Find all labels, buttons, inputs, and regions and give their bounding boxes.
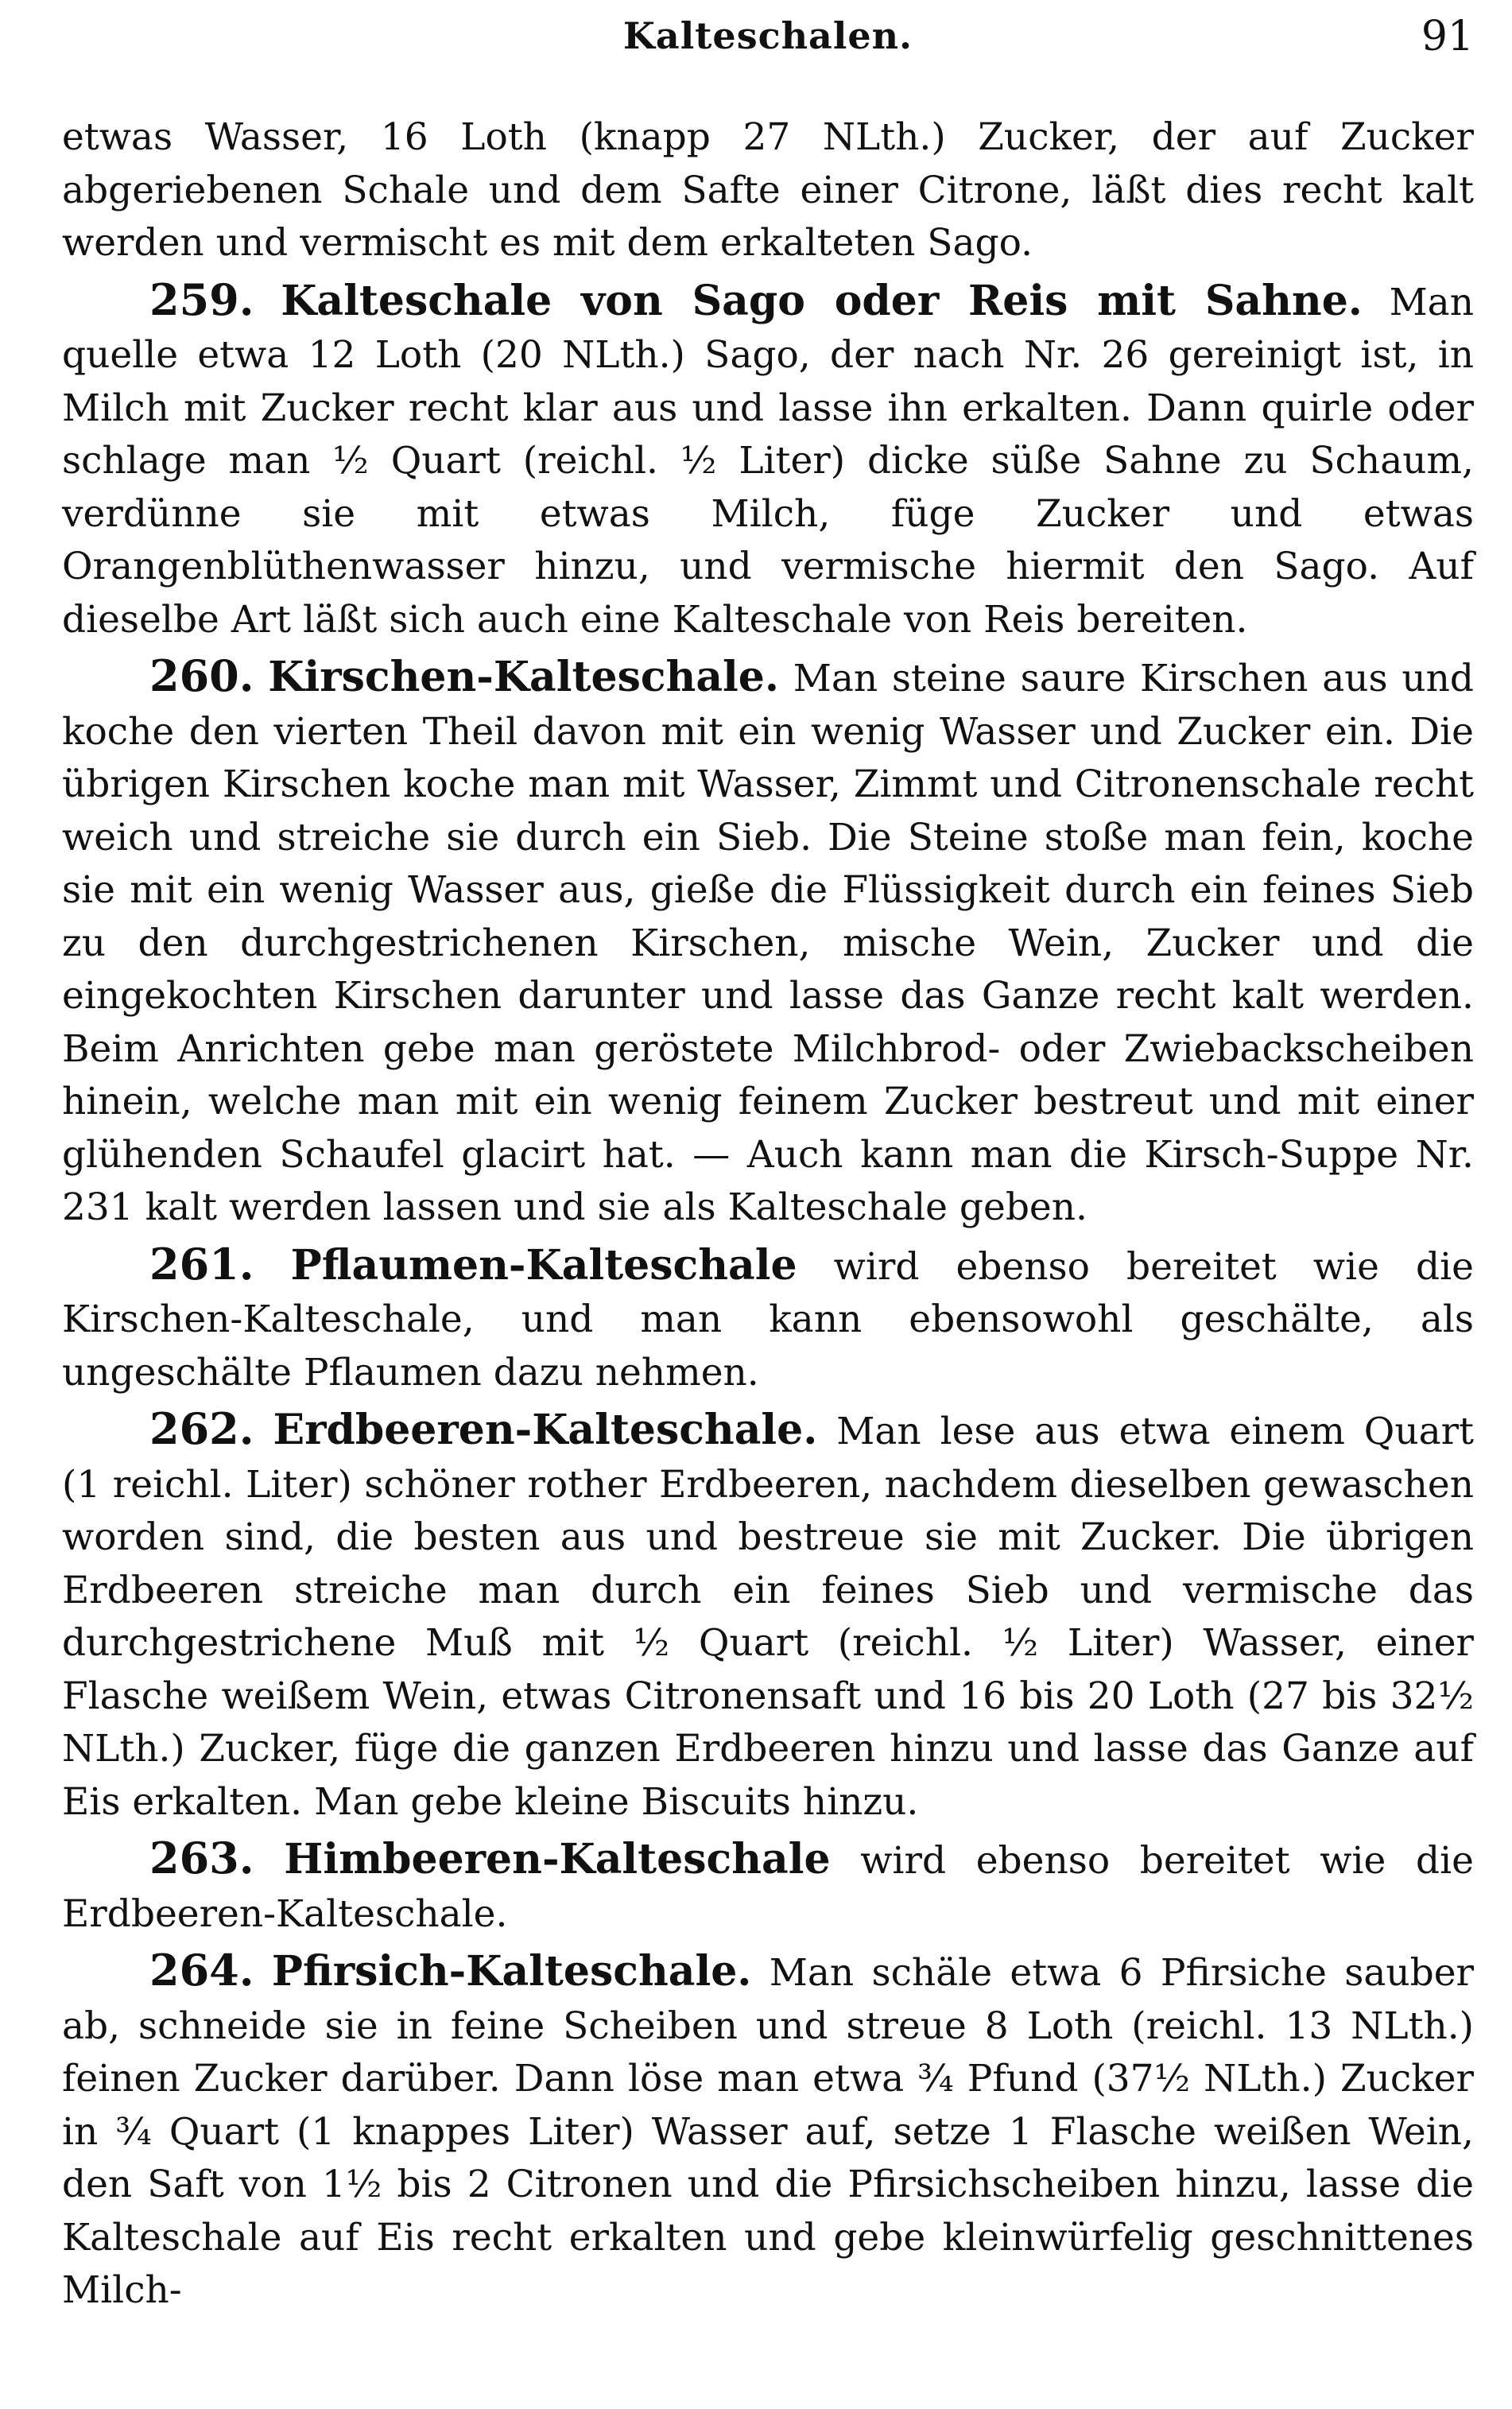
- recipe-number: 260.: [149, 650, 254, 701]
- recipe-title: Pfirsich-Kalteschale.: [271, 1947, 752, 1996]
- page-number: 91: [1421, 13, 1474, 60]
- recipe-entry-260: [62, 650, 1474, 1235]
- recipe-body: Man steine saure Kirschen aus und koche den vierten Theil davon mit ein wenig Wasser und Zucker ein. Die übrigen Kirschen koche man mit Wasser, Zimmt und Citronenschale recht weich und streiche sie durch ein Sieb. Die Steine stoße man fein, koche sie mit ein wenig Wasser aus, gieße die Flüssigkeit durch ein feines Sieb zu den durchgestrichenen Kirschen, mische Wein, Zucker und die eingekochten Kirschen darunter und lasse das Ganze recht kalt werden. Beim Anrichten gebe man geröstete Milchbrod- oder Zwiebackscheiben hinein, welche man mit ein wenig feinem Zucker bestreut und mit einer glühenden Schaufel glacirt hat. — Auch kann man die Kirsch-Suppe Nr. 231 kalt werden lassen und sie als Kalteschale geben.: [62, 657, 1474, 1229]
- recipe-entry-262: [62, 1402, 1474, 1829]
- recipe-entry-263: [62, 1832, 1474, 1941]
- recipe-body: Man quelle etwa 12 Loth (20 NLth.) Sago, der nach Nr. 26 gereinigt ist, in Milch mit Zucker recht klar aus und lasse ihn erkalten. Dann quirle oder schlage man ½ Quart (reichl. ½ Liter) dicke süße Sahne zu Schaum, verdünne sie mit etwas Milch, füge Zucker und etwas Orangenblüthenwasser hinzu, und vermische hiermit den Sago. Auf dieselbe Art läßt sich auch eine Kalteschale von Reis bereiten.: [62, 280, 1474, 642]
- recipe-title: Erdbeeren-Kalteschale.: [273, 1406, 818, 1454]
- recipe-body: wird ebenso bereitet wie die Kirschen-Kalteschale, und man kann ebensowohl geschälte, als ungeschälte Pflaumen dazu nehmen.: [62, 1244, 1474, 1395]
- recipe-title: Pflaumen-Kalteschale: [290, 1240, 797, 1290]
- recipe-number: 259.: [149, 273, 254, 325]
- continuation-paragraph: etwas Wasser, 16 Loth (knapp 27 NLth.) Zucker, der auf Zucker abgeriebenen Schale und dem Safte einer Citrone, läßt dies recht kalt werden und vermischt es mit dem erkalteten Sago.: [62, 115, 1474, 265]
- book-page: [62, 0, 1474, 2409]
- recipe-body: Man schäle etwa 6 Pfirsiche sauber ab, schneide sie in feine Scheiben und streue 8 Loth (reichl. 13 NLth.) feinen Zucker darüber. Dann löse man etwa ¾ Pfund (37½ NLth.) Zucker in ¾ Quart (1 knappes Liter) Wasser auf, setze 1 Flasche weißen Wein, den Saft von 1½ bis 2 Citronen und die Pfirsichscheiben hinzu, lasse die Kalteschale auf Eis recht erkalten und gebe kleinwürfelig geschnittenes Milch-: [62, 1951, 1475, 2312]
- running-head-title: Kalteschalen.: [622, 14, 913, 57]
- recipe-text: [62, 111, 1474, 2318]
- recipe-number: 264.: [149, 1945, 254, 1996]
- recipe-title: Himbeeren-Kalteschale: [284, 1835, 831, 1883]
- running-head: [62, 10, 1474, 73]
- recipe-entry-264: [62, 1944, 1474, 2318]
- recipe-title: Kalteschale von Sago oder Reis mit Sahne.: [281, 276, 1363, 325]
- recipe-entry-259: [62, 273, 1474, 647]
- recipe-body: Man lese aus etwa einem Quart (1 reichl. Liter) schöner rother Erdbeeren, nachdem dieselben gewaschen worden sind, die besten aus und bestreue sie mit Zucker. Die übrigen Erdbeeren streiche man durch ein feines Sieb und vermische das durchgestrichene Muß mit ½ Quart (reichl. ½ Liter) Wasser, einer Flasche weißem Wein, etwas Citronensaft und 16 bis 20 Loth (27 bis 32½ NLth.) Zucker, füge die ganzen Erdbeeren hinzu und lasse das Ganze auf Eis erkalten. Man gebe kleine Biscuits hinzu.: [62, 1410, 1474, 1824]
- recipe-title: Kirschen-Kalteschale.: [268, 653, 779, 701]
- recipe-number: 262.: [149, 1403, 254, 1454]
- recipe-number: 261.: [149, 1238, 254, 1290]
- recipe-entry-261: [62, 1238, 1474, 1400]
- recipe-number: 263.: [149, 1833, 254, 1883]
- recipe-body: wird ebenso bereitet wie die Erdbeeren-Kalteschale.: [62, 1839, 1474, 1936]
